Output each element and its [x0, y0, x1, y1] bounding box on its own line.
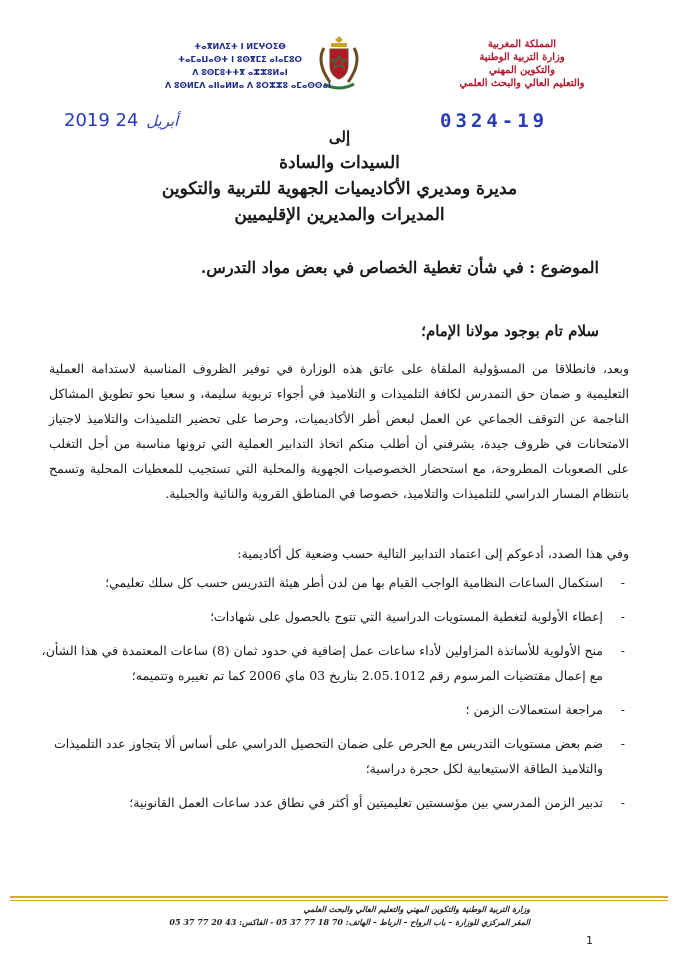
date-year: 2019	[64, 110, 110, 131]
bullet-dash: -	[620, 643, 625, 658]
list-item-text: مراجعة استعمالات الزمن ؛	[465, 702, 603, 717]
bullet-dash: -	[620, 609, 625, 624]
footer	[30, 903, 530, 929]
list-item	[29, 638, 629, 688]
footer-ministry: وزارة التربية الوطنية والتكوين المهني والتعليم العالي والبحث العلمي	[303, 904, 530, 914]
date-month: أبريل	[146, 112, 179, 130]
ministry-line: والتعليم العالي والبحث العلمي	[459, 78, 585, 89]
recipient-line: السيدات والسادة	[279, 153, 400, 173]
recipient-line: مديرة ومديري الأكاديميات الجهوية للتربية والتكوين	[161, 179, 518, 199]
body-paragraph: وبعد، فانطلاقا من المسؤولية الملقاة على عاتق هذه الوزارة في توفير الظروف المناسبة لاستدامة العملية التعليمية و ضمان حق التمدرس لكافة التلميذات و التلاميذ في أجواء تربوية سليمة، و سعيا نحو تطويق المشاكل الناجمة عن التوقف الجماعي عن العمل لبعض أطر الأكاديميات، وحرصا على تحضير التلميذات والتلاميذ لاجتياز الامتحانات في ظروف جيدة، يشرفني أن أطلب منكم اتخاذ التدابير العملية التي ترونها مناسبة من أجل التغلب على الصعوبات المطروحة، مع استحضار الخصوصيات الجهوية والمحلية التي تستجيب للمعطيات المحلية وتسمح بانتظام المسار الدراسي للتلميذات والتلاميذ، خصوصا في المناطق القروية والنائية والجبلية.	[49, 361, 629, 501]
ministry-line: وزارة التربية الوطنية	[479, 52, 565, 63]
page-number: 1	[586, 934, 593, 947]
ministry-line: المملكة المغربية	[487, 39, 557, 50]
bullet-dash: -	[620, 575, 625, 590]
measures-intro: وفي هذا الصدد، أدعوكم إلى اعتماد التدابير التالية حسب وضعية كل أكاديمية:	[237, 546, 629, 561]
bullet-dash: -	[620, 702, 625, 717]
date-day: 24	[115, 110, 139, 131]
subject-line: الموضوع : في شأن تغطية الخصاص في بعض مواد التدرس.	[200, 258, 599, 277]
measures-list	[29, 570, 629, 824]
list-item	[29, 731, 629, 781]
list-item	[29, 790, 629, 815]
ministry-line-tifinagh: ⵜⴰⵎⴰⵡⴰⵙⵜ ⵏ ⵓⵙⴳⵎⵉ ⴰⵏⴰⵎⵓⵔ	[178, 55, 302, 64]
ministry-line-tifinagh: ⴷ ⵓⵙⵎⵓⵜⵜⴳ ⴰⵣⵣⵓⵍⴰⵏ	[192, 68, 288, 77]
recipient-line: المديرات والمديرين الإقليميين	[234, 205, 445, 225]
list-item-text: تدبير الزمن المدرسي بين مؤسستين تعليميتين أو أكثر في نطاق عدد ساعات العمل القانونية؛	[129, 795, 603, 810]
list-item-text: ضم بعض مستويات التدريس مع الحرص على ضمان التحصيل الدراسي على أساس ألا يتجاوز عدد التلميذات والتلاميذ الطاقة الاستيعابية لكل حجرة دراسية؛	[54, 736, 603, 776]
list-item	[29, 697, 629, 722]
ministry-line-tifinagh: ⵜⴰⴳⵍⴷⵉⵜ ⵏ ⵍⵎⵖⵔⵉⴱ	[194, 42, 286, 51]
ministry-line: والتكوين المهني	[489, 65, 555, 76]
list-item-text: استكمال الساعات النظامية الواجب القيام بها من لدن أطر هيئة التدريس حسب كل سلك تعليمي؛	[105, 575, 603, 590]
list-item	[29, 604, 629, 629]
footer-divider	[10, 900, 668, 901]
bullet-dash: -	[620, 795, 625, 810]
bullet-dash: -	[620, 736, 625, 751]
list-item-text: منح الأولوية للأساتذة المزاولين لأداء ساعات عمل إضافية في حدود ثمان (8) ساعات المعتمدة في هذا الشأن، مع إعمال مقتضيات المرسوم رقم 2.05.1012 بتاريخ 03 ماي 2006 كما تم تغييره وتتميمه؛	[41, 643, 603, 683]
ministry-name-arabic	[407, 38, 637, 90]
footer-divider	[10, 896, 668, 898]
greeting: سلام تام بوجود مولانا الإمام؛	[421, 322, 599, 340]
list-item	[29, 570, 629, 595]
recipients	[0, 150, 679, 228]
list-item-text: إعطاء الأولوية لتغطية المستويات الدراسية التي تتوج بالحصول على شهادات؛	[210, 609, 603, 624]
footer-address: المقر المركزي للوزارة – باب الرواح – الرباط – الهاتف: 70 18 77 37 05 - الفاكس: 43 20 77 37 05	[169, 917, 530, 927]
reference-number: 0324-19	[440, 110, 549, 132]
ministry-name-tifinagh	[165, 40, 331, 92]
ministry-line-tifinagh: ⴷ ⵓⵙⵍⵎⴷ ⴰⵏⵏⴰⵍⵍⴰ ⴷ ⵓⵔⵣⵣⵓ ⴰⵎⴰⵙⵙⴰⵏ	[165, 81, 331, 90]
to-label: إلى	[328, 128, 351, 146]
